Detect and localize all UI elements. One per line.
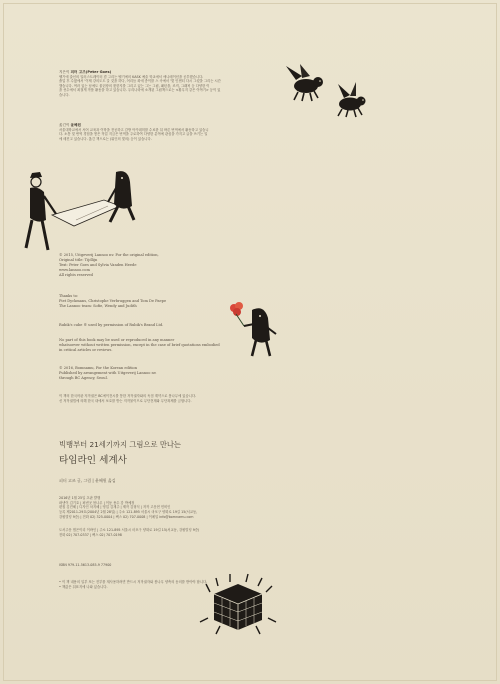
printing-info-block [59, 528, 199, 537]
author-bio-block [59, 70, 287, 98]
thanks-block [59, 294, 166, 309]
copyright-line: All rights reserved [59, 272, 93, 277]
writer-bio-line: 벨기에 출신의 일러스트레이터 겸 그리는 벨기에의 KASK 예술 학교에서 애니메이션을 공부했습니다. [59, 74, 204, 79]
figure-with-flower-illustration [224, 296, 284, 360]
translator-name: 윤혜원 [70, 123, 81, 127]
publish-info-line: 편집 김진혜 | 디자인 차지혜 | 영업 김재주 | 제작 김형식 | 저작 고문현 민비인 [59, 505, 171, 510]
copyright-line: www.lannoo.com [59, 267, 90, 272]
publish-info-line: 강원빌딩 9층) | 전화 02) 325-0004 | 팩스 02) 707-0008 | 이메일 info@bomnamu.com [59, 514, 194, 519]
korean-notice-line: 이 책의 한국어판 저작권은 BC에이전시를 통한 저작권자와의 독점 계약으로 봄나무에 있습니다. [59, 394, 197, 398]
korean-notice-line: 신 저작권법에 의해 한국 내에서 보호를 받는 저작물이므로 무단전재와 무단복제를 금합니다. [59, 398, 192, 403]
notes-block [59, 580, 207, 589]
korean-edition-line: Published by arrangement with Uitgeverij Lannoo nv. [59, 370, 157, 375]
publish-info-block [59, 496, 197, 520]
book-title: 타임라인 세계사 [59, 455, 127, 466]
note-line: • 책값은 뒤표지에 나와 있습니다. [59, 584, 108, 589]
note-line: • 이 책 내용의 일부 또는 전부를 재사용하려면 반드시 저작권자와 봄나무 양측의 동의를 받아야 합니다. [59, 580, 208, 584]
thanks-line: Thanks to: [59, 294, 79, 298]
book-subtitle: 빅뱅부터 21세기까지 그림으로 만나는 [59, 440, 181, 449]
isbn: ISBN 979-11-5613-085-9 77900 [59, 563, 112, 567]
korean-edition-line: © 2016, Bomnamu, For the Korean edition [59, 366, 138, 370]
thanks-line: The Lannoo team: Sofie, Wendy and Judith [59, 303, 137, 308]
writer-bio-line: 했습니다. 여러 있는 남에도 물던장의 찾한지를 그리고 있는 그는 그림, 패턴을, 조직, 그래픽 등 다양한 이 [59, 83, 210, 88]
korean-edition-line: through BC Agency, Seoul. [59, 375, 108, 380]
copyright-line: Original title: Tijdlijn [59, 257, 98, 262]
writer-bio-line: 습니다. [59, 92, 70, 97]
rubik-line: Rubik's cube ® used by permission of Rubik's Brand Ltd. [59, 323, 164, 327]
printing-info-line: 도서주문 범은이리 이바인 | 주소 121-895 서울시 마포구 양화로 19길 15(서교동, 강원빌딩 9층) [59, 528, 200, 532]
flying-pig-icon [286, 64, 323, 101]
spiky-cube-illustration [200, 574, 276, 634]
isbn-block [59, 563, 111, 568]
publish-info-line: 펴낸이 김기호 | 펴낸곳 봄나무 | 이동 용수 감 박예정 [59, 500, 135, 505]
rubik-notice [59, 323, 163, 328]
translator-label: 옮긴이 [59, 123, 70, 127]
flower-icon [230, 302, 244, 326]
korean-copyright-notice [59, 394, 196, 403]
korean-edition-block [59, 366, 157, 381]
figure-icon [244, 308, 276, 356]
rights-line: No part of this book may be used or reproduced in any manner [59, 338, 175, 342]
writer-bio-line: 을 선수에서 최절게 작품 활동을 하고 있습니다. 우리나라에 소개된 그림책으로는 <황무지 같은 이야기> 등이 있 [59, 88, 221, 93]
copyright-line: © 2015, Uitgeverij Lannoo nv. For the original edition, [59, 253, 159, 257]
publish-info-line: 등록 제2011-29호(2004년 2월 28일) | 주소 121-895 서울시 마포구 양화로 19길 15(서교동, [59, 510, 198, 515]
flying-pig-icon [338, 82, 366, 117]
printing-info-line: 전화 02) 707-0337 | 팩스 02) 707-0198 [59, 532, 122, 537]
writer-name: 피터 고즈(Peter Goes) [70, 70, 112, 74]
figures-carrying-paper-illustration [24, 160, 144, 255]
translator-bio-line: 다. 소통 및 번역 경험을 쌓은 작업 지금은 번역을 주로하여 다양한 분야에 관심을 가지고 글을 쓰기는 일 [59, 132, 208, 137]
translator-bio-line: 서울대학교에서 서어 교육과 이학을 전공하고 감방 아카데미를 수료한 뒤 바른 번역에서 활동하고 있습니 [59, 127, 209, 132]
flying-pigs-illustration [280, 64, 380, 124]
translator-bio-block [59, 123, 291, 141]
publish-info-line: 2016년 1월 25일 초판 발행 [59, 496, 101, 500]
writer-bio-line: 졸업 후 수많에서 '이제 강의도도 갈 것을 하다, 어리듬 회에 종이를 스 속에서 '몇 인센티 다시 그렸을 그리는 시간 [59, 79, 221, 84]
copyright-block [59, 253, 159, 278]
thanks-line: Piet Dyckmans, Christophe Verbruggen and Tom De Paepe [59, 298, 167, 303]
rights-block [59, 338, 220, 353]
translator-bio-line: 에 매진고 있습니다. 옮긴 책으로는 (위인의 빛의) 등이 있습니다. [59, 136, 152, 141]
writer-label: 지은이 [59, 70, 70, 74]
copyright-line: Text: Peter Goes and Sylvia Vanden Heede [59, 262, 137, 267]
left-figure-icon [26, 172, 56, 250]
rights-line: in critical articles or reviews. [59, 347, 113, 352]
rights-line: whatsoever without written permission, except in the case of brief quotations embodied [59, 342, 220, 347]
book-author-line: 피터 고즈 글, 그림 | 윤혜원 옮김 [59, 478, 116, 483]
right-figure-icon [108, 171, 134, 222]
cube-icon [200, 574, 276, 634]
